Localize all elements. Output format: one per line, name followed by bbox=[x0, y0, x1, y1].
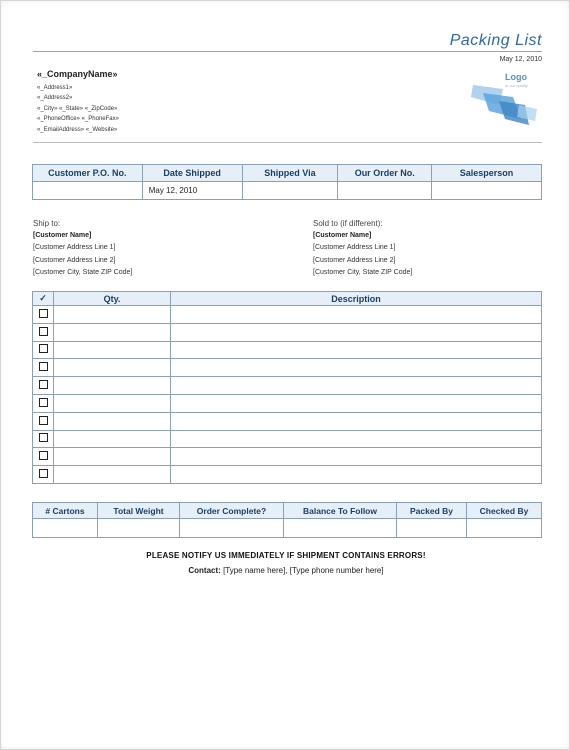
item-checkbox-cell[interactable] bbox=[33, 306, 54, 324]
table-header-row bbox=[33, 165, 542, 182]
sold-to-address-line[interactable]: [Customer City, State ZIP Code] bbox=[313, 268, 413, 276]
checkbox-icon[interactable] bbox=[39, 344, 48, 353]
checkbox-icon[interactable] bbox=[39, 416, 48, 425]
qty-cell[interactable] bbox=[54, 377, 171, 395]
col-header: Checked By bbox=[467, 503, 542, 519]
table-row bbox=[33, 377, 542, 395]
shipped-via-cell[interactable] bbox=[242, 182, 338, 200]
items-table-body bbox=[33, 306, 542, 484]
item-checkbox-cell[interactable] bbox=[33, 448, 54, 466]
document-title: Packing List bbox=[449, 32, 542, 49]
description-column-header: Description bbox=[171, 292, 542, 306]
checkbox-icon[interactable] bbox=[39, 327, 48, 336]
qty-cell[interactable] bbox=[54, 466, 171, 484]
qty-column-header: Qty. bbox=[54, 292, 171, 306]
sold-to-address-line[interactable]: [Customer Address Line 2] bbox=[313, 256, 396, 264]
table-row bbox=[33, 359, 542, 377]
checkbox-icon[interactable] bbox=[39, 451, 48, 460]
address-line: «_PhoneOffice» «_PhoneFax» bbox=[37, 116, 119, 123]
contact-label: Contact: bbox=[188, 566, 221, 575]
title-divider bbox=[33, 51, 542, 52]
contact-line bbox=[1, 566, 570, 575]
qty-cell[interactable] bbox=[54, 394, 171, 412]
sold-to-address-line[interactable]: [Customer Address Line 1] bbox=[313, 244, 396, 252]
company-address-block bbox=[37, 83, 119, 135]
error-notice: PLEASE NOTIFY US IMMEDIATELY IF SHIPMENT CONTAINS ERRORS! bbox=[146, 551, 426, 560]
contact-text[interactable]: [Type name here], [Type phone number here] bbox=[223, 566, 384, 575]
table-header-row bbox=[33, 292, 542, 306]
col-header: Date Shipped bbox=[142, 165, 242, 182]
table-header-row bbox=[33, 503, 542, 519]
sold-to-block bbox=[313, 218, 412, 279]
table-row bbox=[33, 182, 542, 200]
col-header: Our Order No. bbox=[338, 165, 432, 182]
company-name: «_CompanyName» bbox=[37, 69, 118, 79]
address-line: «_Address1» bbox=[37, 85, 73, 91]
qty-cell[interactable] bbox=[54, 341, 171, 359]
salesperson-cell[interactable] bbox=[432, 182, 542, 200]
address-line: «_EmailAddress» «_Website» bbox=[37, 126, 118, 133]
item-checkbox-cell[interactable] bbox=[33, 341, 54, 359]
qty-cell[interactable] bbox=[54, 323, 171, 341]
document-date: May 12, 2010 bbox=[499, 56, 542, 63]
item-checkbox-cell[interactable] bbox=[33, 359, 54, 377]
ship-to-block bbox=[33, 218, 132, 279]
item-checkbox-cell[interactable] bbox=[33, 323, 54, 341]
order-complete-cell[interactable] bbox=[180, 519, 284, 538]
sold-to-name[interactable]: [Customer Name] bbox=[313, 232, 372, 240]
qty-cell[interactable] bbox=[54, 430, 171, 448]
col-header: Shipped Via bbox=[242, 165, 338, 182]
col-header: # Cartons bbox=[33, 503, 98, 519]
table-row bbox=[33, 519, 542, 538]
ship-to-name[interactable]: [Customer Name] bbox=[33, 232, 92, 240]
ship-to-label: Ship to: bbox=[33, 219, 61, 228]
shipment-summary-table bbox=[32, 502, 542, 538]
col-header: Customer P.O. No. bbox=[33, 165, 143, 182]
table-row bbox=[33, 341, 542, 359]
col-header: Order Complete? bbox=[180, 503, 284, 519]
col-header: Balance To Follow bbox=[284, 503, 397, 519]
cartons-cell[interactable] bbox=[33, 519, 98, 538]
qty-cell[interactable] bbox=[54, 412, 171, 430]
date-shipped-cell[interactable]: May 12, 2010 bbox=[142, 182, 242, 200]
table-row bbox=[33, 323, 542, 341]
qty-cell[interactable] bbox=[54, 359, 171, 377]
table-row bbox=[33, 306, 542, 324]
address-line: «_Address2» bbox=[37, 95, 73, 102]
item-checkbox-cell[interactable] bbox=[33, 394, 54, 412]
description-cell[interactable] bbox=[171, 341, 542, 359]
address-line: «_City» «_State» «_ZipCode» bbox=[37, 105, 118, 112]
item-checkbox-cell[interactable] bbox=[33, 412, 54, 430]
item-checkbox-cell[interactable] bbox=[33, 466, 54, 484]
checkbox-icon[interactable] bbox=[39, 469, 48, 478]
checkbox-icon[interactable] bbox=[39, 433, 48, 442]
item-checkbox-cell[interactable] bbox=[33, 377, 54, 395]
description-cell[interactable] bbox=[171, 306, 542, 324]
table-row bbox=[33, 412, 542, 430]
packed-by-cell[interactable] bbox=[397, 519, 467, 538]
sold-to-label: Sold to (if different): bbox=[313, 219, 383, 228]
checkbox-icon[interactable] bbox=[39, 398, 48, 407]
item-checkbox-cell[interactable] bbox=[33, 430, 54, 448]
ship-to-address-line[interactable]: [Customer Address Line 1] bbox=[33, 244, 116, 252]
checked-by-cell[interactable] bbox=[467, 519, 542, 538]
order-no-cell[interactable] bbox=[338, 182, 432, 200]
description-cell[interactable] bbox=[171, 377, 542, 395]
description-cell[interactable] bbox=[171, 412, 542, 430]
items-table bbox=[32, 291, 542, 484]
col-header: Salesperson bbox=[432, 165, 542, 182]
ship-to-address-line[interactable]: [Customer Address Line 2] bbox=[33, 256, 116, 264]
customer-po-cell[interactable] bbox=[33, 182, 143, 200]
table-row bbox=[33, 448, 542, 466]
table-row bbox=[33, 466, 542, 484]
check-column-header: ✓ bbox=[33, 292, 54, 306]
qty-cell[interactable] bbox=[54, 306, 171, 324]
description-cell[interactable] bbox=[171, 359, 542, 377]
description-cell[interactable] bbox=[171, 448, 542, 466]
checkbox-icon[interactable] bbox=[39, 362, 48, 371]
ship-to-address-line[interactable]: [Customer City, State ZIP Code] bbox=[33, 268, 133, 276]
checkbox-icon[interactable] bbox=[39, 380, 48, 389]
header-divider bbox=[33, 142, 542, 143]
checkbox-icon[interactable] bbox=[39, 309, 48, 318]
table-row bbox=[33, 430, 542, 448]
total-weight-cell[interactable] bbox=[98, 519, 180, 538]
logo-text: Logo bbox=[505, 72, 527, 82]
description-cell[interactable] bbox=[171, 466, 542, 484]
description-cell[interactable] bbox=[171, 323, 542, 341]
col-header: Packed By bbox=[397, 503, 467, 519]
logo bbox=[469, 67, 547, 131]
col-header: Total Weight bbox=[98, 503, 180, 519]
qty-cell[interactable] bbox=[54, 448, 171, 466]
description-cell[interactable] bbox=[171, 430, 542, 448]
description-cell[interactable] bbox=[171, 394, 542, 412]
table-row bbox=[33, 394, 542, 412]
balance-to-follow-cell[interactable] bbox=[284, 519, 397, 538]
order-info-table bbox=[32, 164, 542, 200]
logo-tagline: to our quality bbox=[505, 83, 528, 88]
